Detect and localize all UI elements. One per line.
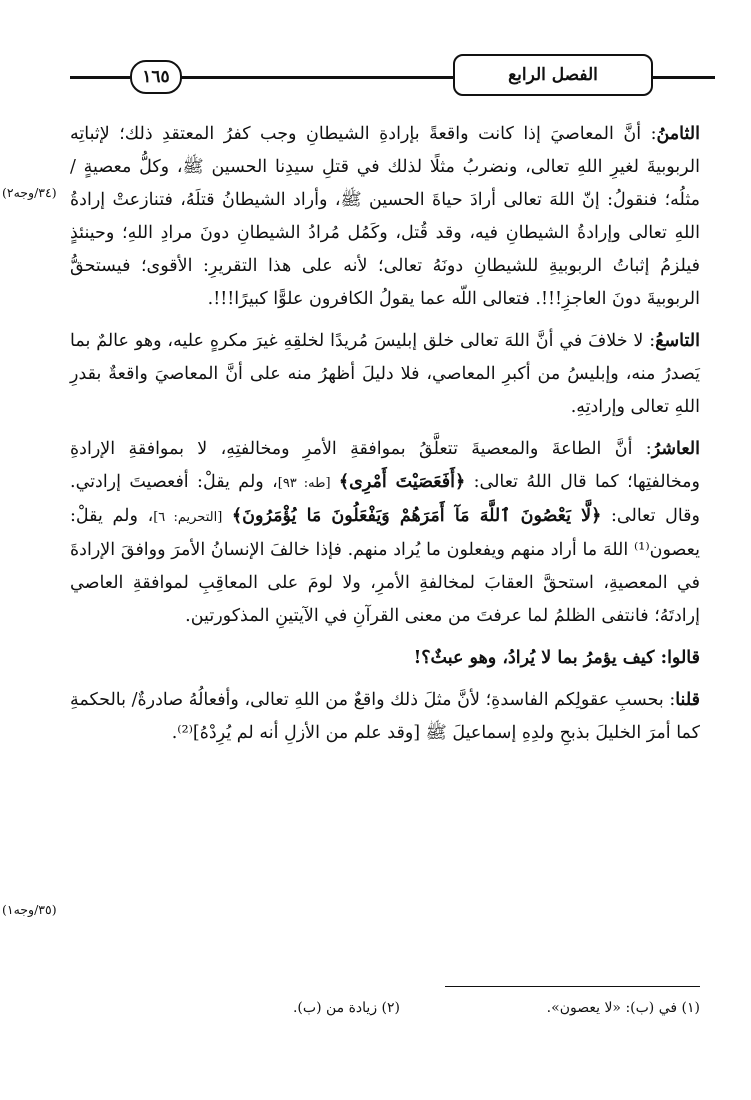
paragraph-reply [70, 684, 700, 750]
page-number: ١٦٥ [130, 60, 182, 94]
footnote-2: (٢) زيادة من (ب). [292, 1000, 400, 1016]
header-rule-right [651, 76, 715, 79]
main-text [70, 118, 700, 759]
paragraph-eighth [70, 118, 700, 316]
paragraph-text: : لا خلافَ في أنَّ اللهَ تعالى خلق إبليسَ مُريدًا لخلقِهِ غيرَ مكرهٍ عليه، وهو عالمٌ بما يَصدرُ منه، وإبليسُ من أكبرِ المعاصي، فلا دليلَ أظهرُ منه على أنَّ المعاصيَ واقعةٌ بقدرِ اللهِ تعالى وإرادتِهِ. [70, 331, 700, 417]
margin-note-1: (٣٤/وجه٢) [2, 185, 57, 200]
paragraph-term: قلنا [675, 690, 700, 710]
page-header [70, 52, 715, 102]
paragraph-term: العاشرُ [651, 439, 700, 459]
quran-verse: ﴿لَّا يَعْصُونَ ٱللَّهَ مَآ أَمَرَهُمْ وَيَفْعَلُونَ مَا يُؤْمَرُونَ﴾ [231, 506, 602, 526]
verse-reference: [التحريم: ٦] [153, 510, 223, 525]
footnote-1: (١) في (ب): «لا يعصون». [546, 1000, 700, 1016]
paragraph-term: التاسعُ [655, 331, 700, 351]
chapter-title: الفصل الرابع [453, 54, 653, 96]
paragraph-text: ، ولم يقلْ: يعصون⁽¹⁾ اللهَ ما أراد منهم ويفعلون ما يُراد منهم. فإذا خالفَ الإنسانُ الأمرَ ووافقَ الإرادةَ في المعصيةِ، استحقَّ العقابَ لمخالفةِ الأمرِ، ولا لومَ على المعاقِبِ لموافقةِ العاصي إرادتَهُ؛ فانتفى الظلمُ لما عرفتَ من معنى القرآنِ في الآيتينِ المذكورتين. [70, 506, 700, 626]
paragraph-ninth [70, 325, 700, 424]
paragraph-term: الثامنُ [656, 124, 700, 144]
verse-reference: [طه: ٩٣] [277, 476, 331, 491]
paragraph-objection: قالوا: كيف يؤمرُ بما لا يُرادُ، وهو عبثٌ؟! [413, 648, 700, 668]
paragraph-tenth [70, 433, 700, 633]
header-rule-middle [178, 76, 453, 79]
quran-verse: ﴿أَفَعَصَيْتَ أَمْرِى﴾ [338, 472, 466, 492]
paragraph-text: : بحسبِ عقولِكم الفاسدةِ؛ لأنَّ مثلَ ذلك واقعٌ من اللهِ تعالى، وأفعالُهُ صادرةٌ/ بالحكمةِ كما أمرَ الخليلَ بذبحِ ولدِهِ إسماعيلَ ﷺ [وقد علم من الأزلِ أنه لم يُرِدْهُ]⁽²⁾. [70, 690, 700, 743]
footnotes [220, 1000, 700, 1026]
header-rule-left [70, 76, 130, 79]
margin-note-2: (٣٥/وجه١) [2, 902, 57, 917]
paragraph-text: : أنَّ الطاعةَ والمعصيةَ تتعلَّقُ بموافقةِ الأمرِ ومخالفتِهِ، لا بموافقةِ الإرادةِ ومخالفتِها؛ كما قال اللهُ تعالى: [70, 439, 700, 492]
footnote-divider [445, 986, 700, 987]
paragraph-text: ، ولم يقلْ: أفعصيتَ إرادتي. وقال تعالى: [70, 472, 700, 526]
paragraph-text: : أنَّ المعاصيَ إذا كانت واقعةً بإرادةِ الشيطانِ وجب كفرُ المعتقدِ ذلك؛ لإثباتِه الربوبيةَ لغيرِ اللهِ تعالى، ونضربُ مثلًا لذلك في قتلِ سيدِنا الحسين ﷺ، وكلُّ معصيةٍ / مثلُه؛ فنقولُ: إنّ اللهَ تعالى أرادَ حياةَ الحسين ﷺ، وأراد الشيطانُ قتلَهُ، فتنازعتْ إرادةُ اللهِ تعالى وإرادةُ الشيطانِ فيه، وقد قُتل، وكَمُل مُرادُ الشيطانِ دونَ مرادِ اللهِ؛ وحينئذٍ فيلزمُ إثباتُ الربوبيةِ للشيطانِ دونَهُ تعالى؛ لأنه على هذا التقريرِ: الأقوى؛ فيستحقُّ الربوبيةَ دونَ العاجزِ!!!. فتعالى اللّه عما يقولُ الكافرون علوًّا كبيرًا!!!. [70, 124, 700, 309]
